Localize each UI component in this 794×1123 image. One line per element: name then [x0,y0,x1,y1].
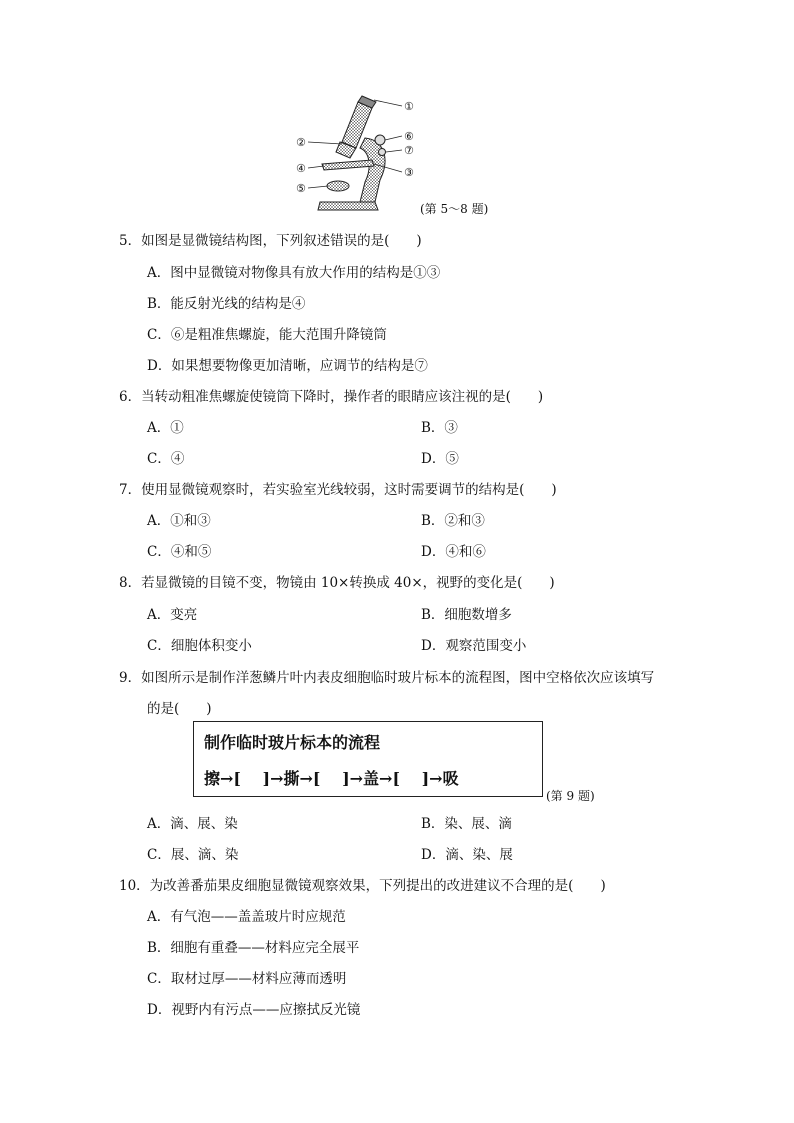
question-7-option-c: C．④和⑤ [147,544,212,560]
label-2: ② [296,136,306,149]
question-10-option-b: B．细胞有重叠——材料应完全展平 [147,940,360,956]
label-4: ④ [296,162,306,175]
question-10-stem: 10．为改善番茄果皮细胞显微镜观察效果，下列提出的改进建议不合理的是( ) [119,878,606,894]
question-8-stem: 8．若显微镜的目镜不变，物镜由 10×转换成 40×，视野的变化是( ) [119,575,555,591]
label-1: ① [404,100,414,113]
question-5-option-c: C．⑥是粗准焦螺旋，能大范围升降镜筒 [147,327,387,343]
flow-chart-box [193,721,543,797]
label-5: ⑤ [296,182,306,195]
question-8-option-d: D．观察范围变小 [421,638,527,654]
question-10-option-a: A．有气泡——盖盖玻片时应规范 [147,909,346,925]
question-7-stem: 7．使用显微镜观察时，若实验室光线较弱，这时需要调节的结构是( ) [119,482,557,498]
question-6-option-b: B．③ [421,420,458,436]
question-5-option-d: D．如果想要物像更加清晰，应调节的结构是⑦ [147,358,428,374]
question-6-stem: 6．当转动粗准焦螺旋使镜筒下降时，操作者的眼睛应该注视的是( ) [119,389,544,405]
question-8-option-b: B．细胞数增多 [421,607,512,623]
question-9-option-c: C．展、滴、染 [147,847,239,863]
question-7-option-b: B．②和③ [421,513,485,529]
question-6-option-d: D．⑤ [421,451,459,467]
flow-chart-steps: 擦→[ ]→撕→[ ]→盖→[ ]→吸 [204,769,459,788]
question-7-option-d: D．④和⑥ [421,544,486,560]
question-9-stem-line1: 9．如图所示是制作洋葱鳞片叶内表皮细胞临时玻片标本的流程图，图中空格依次应该填写 [119,670,655,686]
question-8-option-a: A．变亮 [147,607,198,623]
figure-caption: (第 5～8 题) [420,202,489,216]
question-10-option-c: C．取材过厚——材料应薄而透明 [147,971,347,987]
question-9-caption: (第 9 题) [546,789,595,803]
question-6-option-c: C．④ [147,451,185,467]
question-5-stem: 5．如图是显微镜结构图，下列叙述错误的是( ) [119,233,422,249]
question-6-option-a: A．① [147,420,184,436]
question-9-option-d: D．滴、染、展 [421,847,513,863]
label-3: ③ [404,166,414,179]
question-8-option-c: C．细胞体积变小 [147,638,252,654]
question-5-option-b: B．能反射光线的结构是④ [147,296,306,312]
question-9-option-a: A．滴、展、染 [147,816,238,832]
flow-chart-title: 制作临时玻片标本的流程 [204,733,381,752]
question-7-option-a: A．①和③ [147,513,211,529]
microscope-figure [290,90,430,215]
question-5-option-a: A．图中显微镜对物像具有放大作用的结构是①③ [147,265,441,281]
question-9-option-b: B．染、展、滴 [421,816,512,832]
question-10-option-d: D．视野内有污点——应擦拭反光镜 [147,1002,361,1018]
label-6: ⑥ [404,130,414,143]
question-9-stem-line2: 的是( ) [147,701,212,717]
label-7: ⑦ [404,144,414,157]
